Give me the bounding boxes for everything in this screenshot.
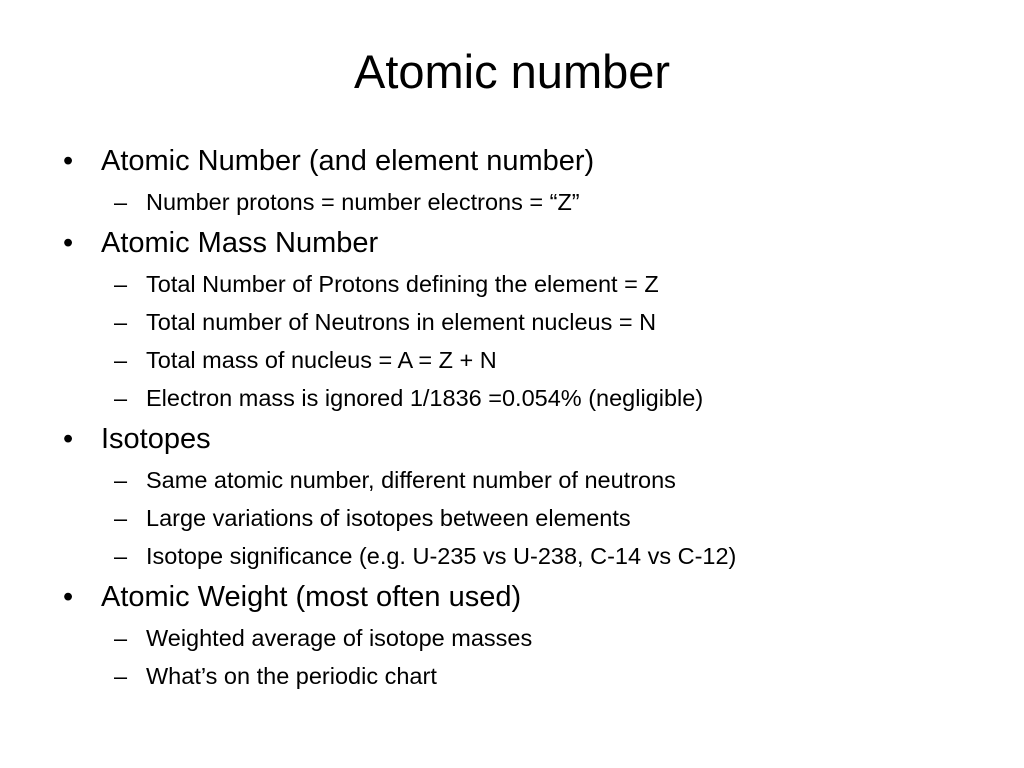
bullet-text: Atomic Number (and element number) <box>101 145 595 177</box>
sub-bullet-text: Total Number of Protons defining the element = Z <box>146 271 659 297</box>
slide-title: Atomic number <box>353 45 671 98</box>
bullet-marker: • <box>63 145 74 177</box>
sub-bullet-text: Large variations of isotopes between elements <box>146 505 631 531</box>
bullet-isotopes <box>0 417 1024 461</box>
sub-bullet-marker: – <box>114 189 128 215</box>
sub-bullet-text: Isotope significance (e.g. U-235 vs U-238, C-14 vs C-12) <box>146 543 737 569</box>
sub-bullet-text: Same atomic number, different number of neutrons <box>146 467 676 493</box>
sub-bullet-marker: – <box>114 625 128 651</box>
bullet-atomic-weight <box>0 575 1024 619</box>
sub-bullet <box>0 183 1024 221</box>
sub-bullet <box>0 303 1024 341</box>
sub-bullet <box>0 461 1024 499</box>
bullet-text: Isotopes <box>101 423 211 455</box>
slide-content <box>0 139 1024 695</box>
sub-bullet-text: Total mass of nucleus = A = Z + N <box>146 347 497 373</box>
sub-bullet <box>0 265 1024 303</box>
sub-bullet-marker: – <box>114 271 128 297</box>
sub-bullet-marker: – <box>114 663 128 689</box>
sub-bullet <box>0 341 1024 379</box>
sub-bullet <box>0 499 1024 537</box>
sub-bullet-marker: – <box>114 309 128 335</box>
sub-bullet <box>0 657 1024 695</box>
bullet-text: Atomic Weight (most often used) <box>101 581 522 613</box>
sub-bullet <box>0 537 1024 575</box>
sub-bullet-text: Weighted average of isotope masses <box>146 625 533 651</box>
sub-bullet <box>0 379 1024 417</box>
bullet-atomic-mass-number <box>0 221 1024 265</box>
sub-bullet-marker: – <box>114 505 128 531</box>
sub-bullet-marker: – <box>114 543 128 569</box>
sub-bullet-text: Electron mass is ignored 1/1836 =0.054% (negligible) <box>146 385 704 411</box>
bullet-marker: • <box>63 423 74 455</box>
sub-bullet-marker: – <box>114 347 128 373</box>
sub-bullet-marker: – <box>114 467 128 493</box>
sub-bullet-text: What’s on the periodic chart <box>146 663 437 689</box>
sub-bullet-marker: – <box>114 385 128 411</box>
sub-bullet-text: Number protons = number electrons = “Z” <box>146 189 580 215</box>
bullet-atomic-number <box>0 139 1024 183</box>
bullet-marker: • <box>63 227 74 259</box>
bullet-text: Atomic Mass Number <box>101 227 379 259</box>
bullet-marker: • <box>63 581 74 613</box>
sub-bullet <box>0 619 1024 657</box>
sub-bullet-text: Total number of Neutrons in element nucleus = N <box>146 309 657 335</box>
